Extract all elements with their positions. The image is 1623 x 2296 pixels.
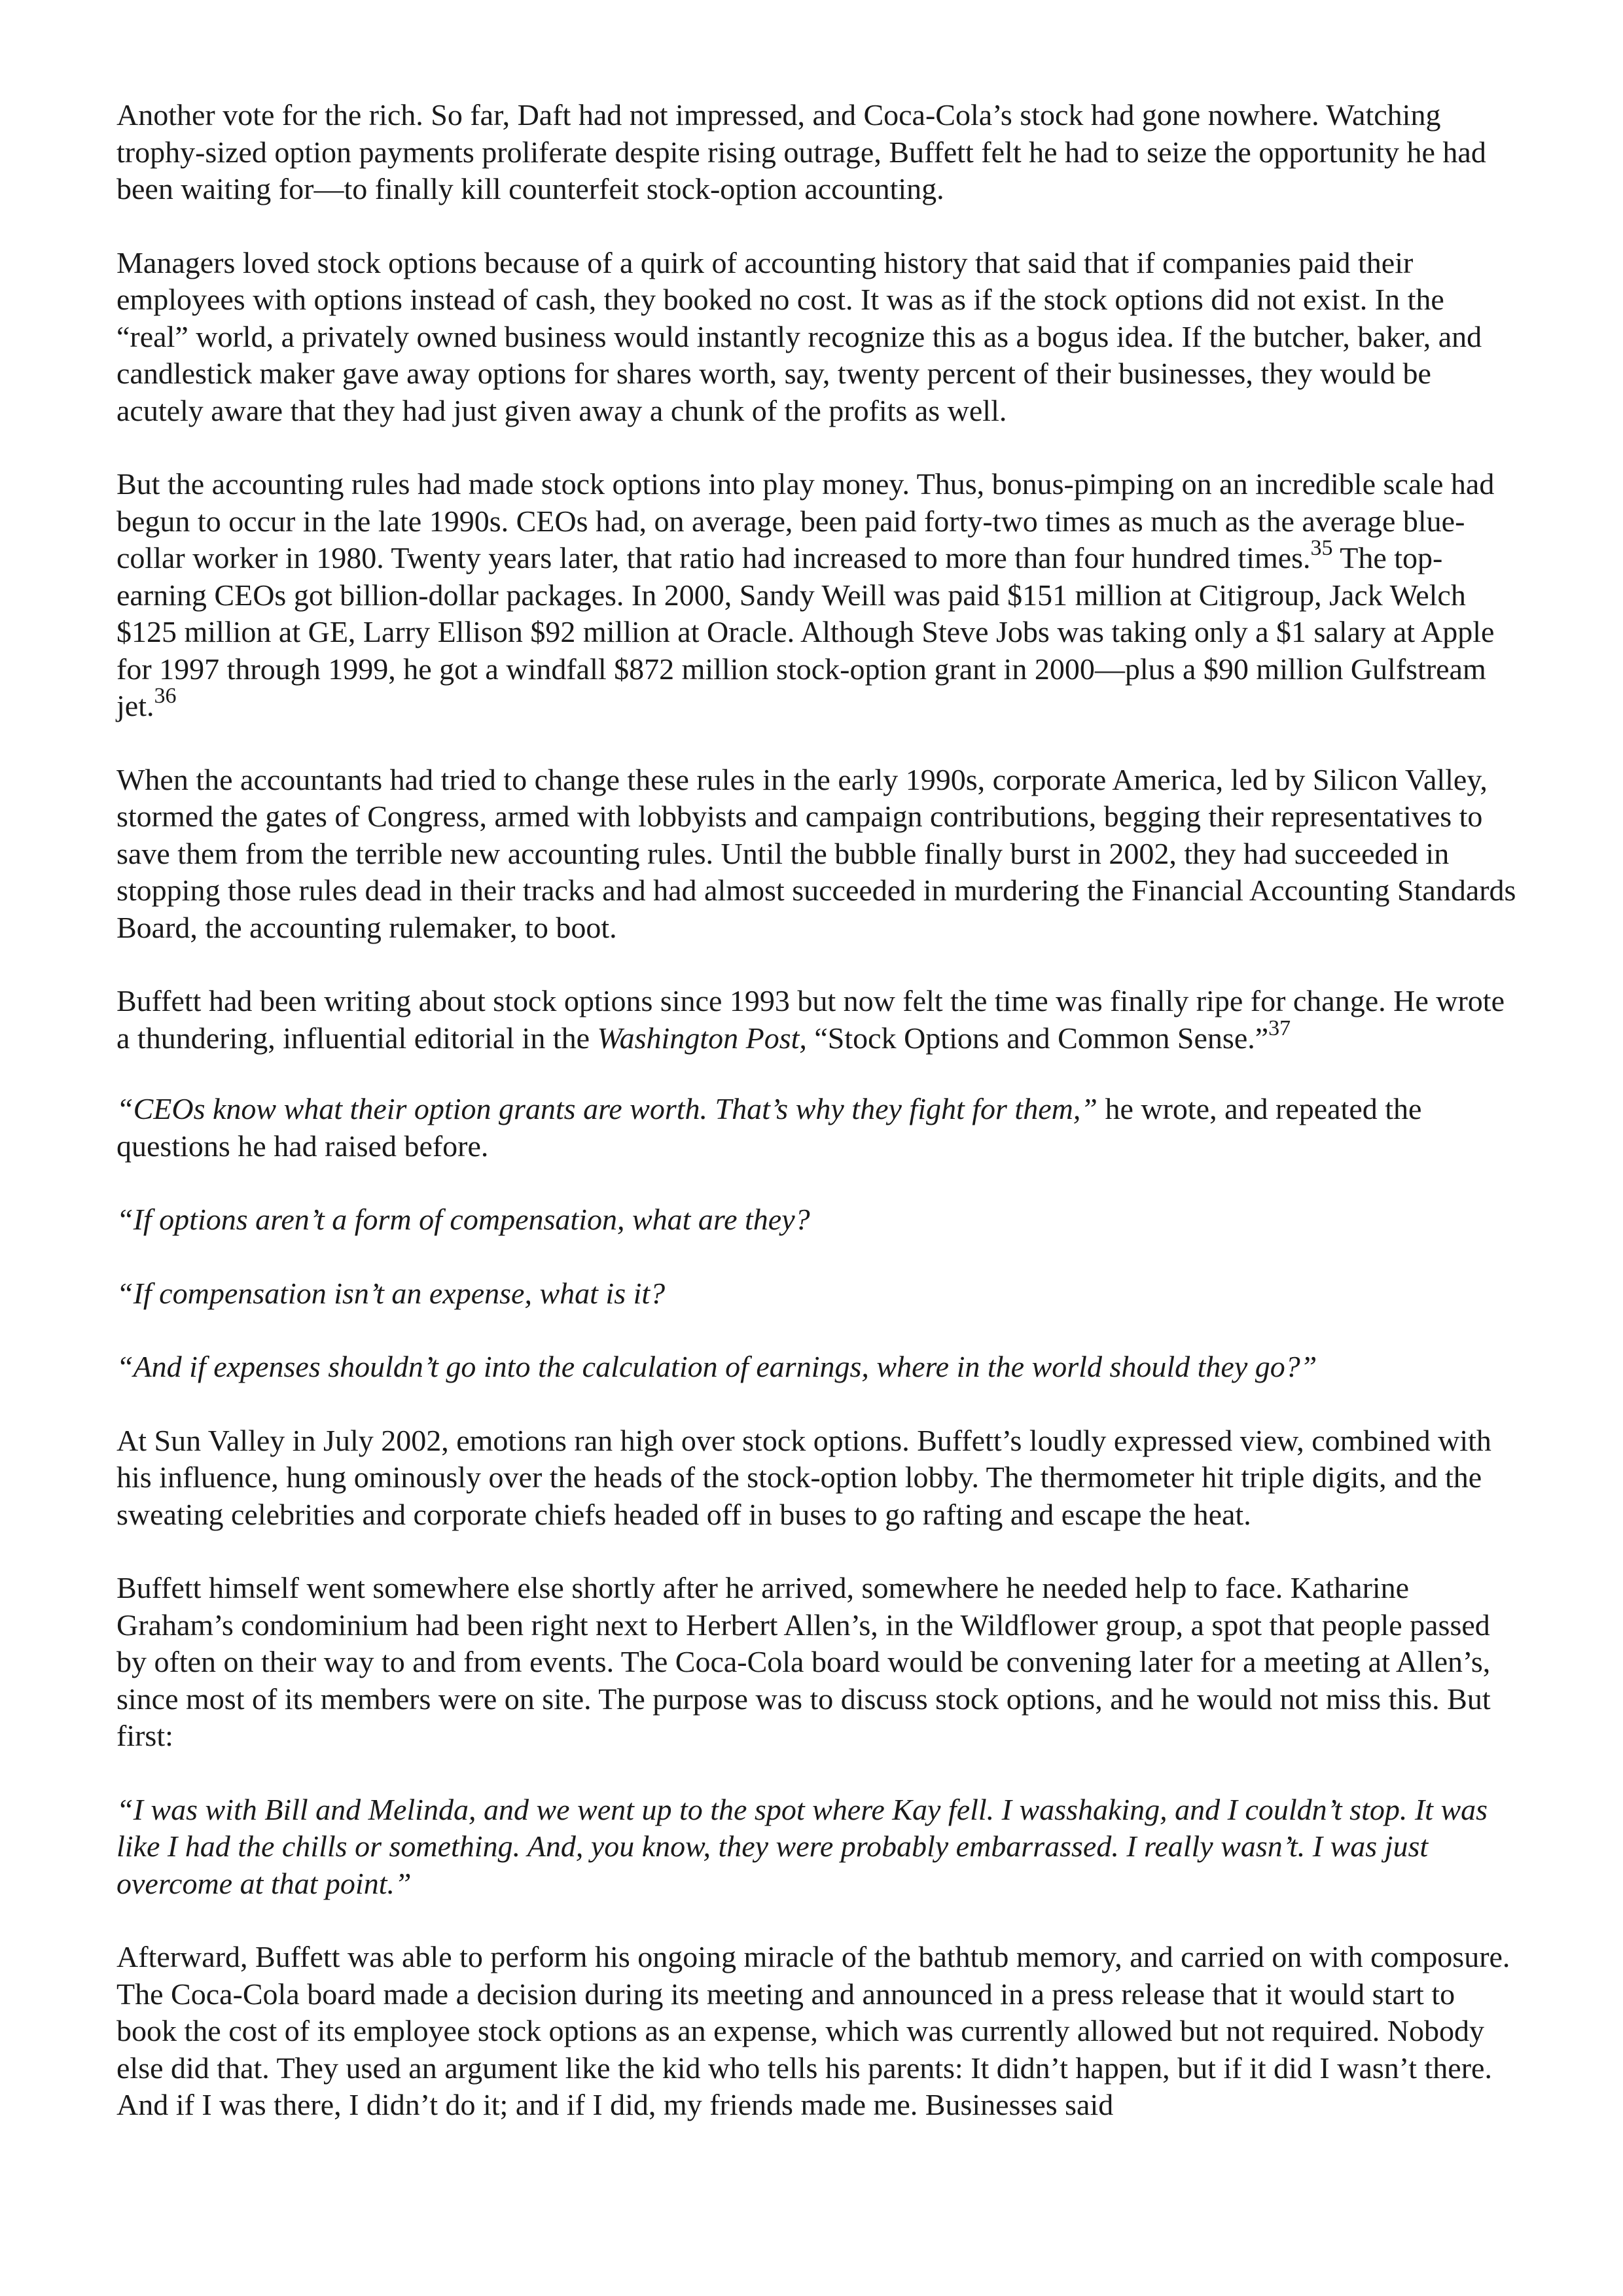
paragraph bbox=[116, 245, 1517, 430]
quote-paragraph bbox=[116, 1275, 1517, 1313]
paragraph bbox=[116, 1422, 1517, 1534]
text-run: At Sun Valley in July 2002, emotions ran high over stock options. Buffett’s loudly expressed view, combined with his influence, hung ominously over the heads of the stock-option lobby. The thermometer hit triple digits, and the sweating celebrities and corporate chiefs headed off in buses to go rafting and escape the heat. bbox=[116, 1423, 1491, 1531]
text-run: Another vote for the rich. So far, Daft had not impressed, and Coca-Cola’s stock had gone nowhere. Watching trophy-sized option payments proliferate despite rising outrage, Buffett felt he had to seize the opportunity he had been waiting for—to finally kill counterfeit stock-option accounting. bbox=[116, 98, 1486, 205]
paragraph bbox=[116, 1570, 1517, 1755]
publication-title: Washington Post, bbox=[597, 1021, 807, 1055]
page-body bbox=[116, 97, 1517, 2161]
footnote-ref: 37 bbox=[1268, 1016, 1291, 1040]
text-run: Managers loved stock options because of a quirk of accounting history that said that if companies paid their employees with options instead of cash, they booked no cost. It was as if the stock options did not exist. In the “real” world, a privately owned business would instantly recognize this as a bogus idea. If the butcher, baker, and candlestick maker gave away options for shares worth, say, twenty percent of their businesses, they would be acutely aware that they had just given away a chunk of the profits as well. bbox=[116, 245, 1482, 427]
footnote-ref: 36 bbox=[154, 684, 177, 708]
text-run: he wrote, and repeated the questions he had raised before. bbox=[116, 1092, 1422, 1163]
quote-text: “CEOs know what their option grants are worth. That’s why they fight for them,” bbox=[116, 1092, 1097, 1125]
paragraph bbox=[116, 466, 1517, 725]
quote-text: “I was with Bill and Melinda, and we went up to the spot where Kay fell. I wasshaking, and I couldn’t stop. It was like I had the chills or something. And, you know, they were probably embarrassed. I really wasn’t. I was just overcome at that point.” bbox=[116, 1792, 1488, 1900]
quote-text: “If options aren’t a form of compensation, what are they? bbox=[116, 1203, 810, 1236]
quote-text: “And if expenses shouldn’t go into the calculation of earnings, where in the world should they go?” bbox=[116, 1350, 1317, 1383]
paragraph bbox=[116, 983, 1517, 1057]
footnote-ref: 35 bbox=[1310, 536, 1333, 560]
paragraph bbox=[116, 762, 1517, 947]
paragraph bbox=[116, 1091, 1517, 1165]
paragraph bbox=[116, 97, 1517, 208]
text-run: Buffett himself went somewhere else shortly after he arrived, somewhere he needed help to face. Katharine Graham’s condominium had been right next to Herbert Allen’s, in the Wildflower group, a spot that people passed by often on their way to and from events. The Coca-Cola board would be convening later for a meeting at Allen’s, since most of its members were on site. The purpose was to discuss stock options, and he would not miss this. But first: bbox=[116, 1571, 1491, 1752]
quote-paragraph bbox=[116, 1201, 1517, 1239]
text-run: The top-earning CEOs got billion-dollar packages. In 2000, Sandy Weill was paid $151 million at Citigroup, Jack Welch $125 million at GE, Larry Ellison $92 million at Oracle. Although Steve Jobs was taking only a $1 salary at Apple for 1997 through 1999, he got a windfall $872 million stock-option grant in 2000—plus a $90 million Gulfstream jet. bbox=[116, 541, 1495, 722]
text-run: When the accountants had tried to change these rules in the early 1990s, corporate America, led by Silicon Valley, stormed the gates of Congress, armed with lobbyists and campaign contributions, begging their representatives to save them from the terrible new accounting rules. Until the bubble finally burst in 2002, they had succeeded in stopping those rules dead in their tracks and had almost succeeded in murdering the Financial Accounting Standards Board, the accounting rulemaker, to boot. bbox=[116, 762, 1516, 944]
text-run: Afterward, Buffett was able to perform his ongoing miracle of the bathtub memory, and carried on with composure. The Coca-Cola board made a decision during its meeting and announced in a press release that it would start to book the cost of its employee stock options as an expense, which was currently allowed but not required. Nobody else did that. They used an argument like the kid who tells his parents: It didn’t happen, but if it did I wasn’t there. And if I was there, I didn’t do it; and if I did, my friends made me. Businesses said bbox=[116, 1940, 1510, 2121]
quote-paragraph bbox=[116, 1349, 1517, 1386]
text-run: “Stock Options and Common Sense.” bbox=[806, 1021, 1269, 1055]
text-run: Buffett had been writing about stock options since 1993 but now felt the time was finally ripe for change. He wrote a thundering, influential editorial in the bbox=[116, 984, 1505, 1055]
paragraph bbox=[116, 1939, 1517, 2124]
text-run: But the accounting rules had made stock options into play money. Thus, bonus-pimping on an incredible scale had begun to occur in the late 1990s. CEOs had, on average, been paid forty-two times as much as the average blue-collar worker in 1980. Twenty years later, that ratio had increased to more than four hundred times. bbox=[116, 467, 1495, 574]
quote-text: “If compensation isn’t an expense, what is it? bbox=[116, 1276, 666, 1310]
quote-paragraph bbox=[116, 1792, 1517, 1903]
